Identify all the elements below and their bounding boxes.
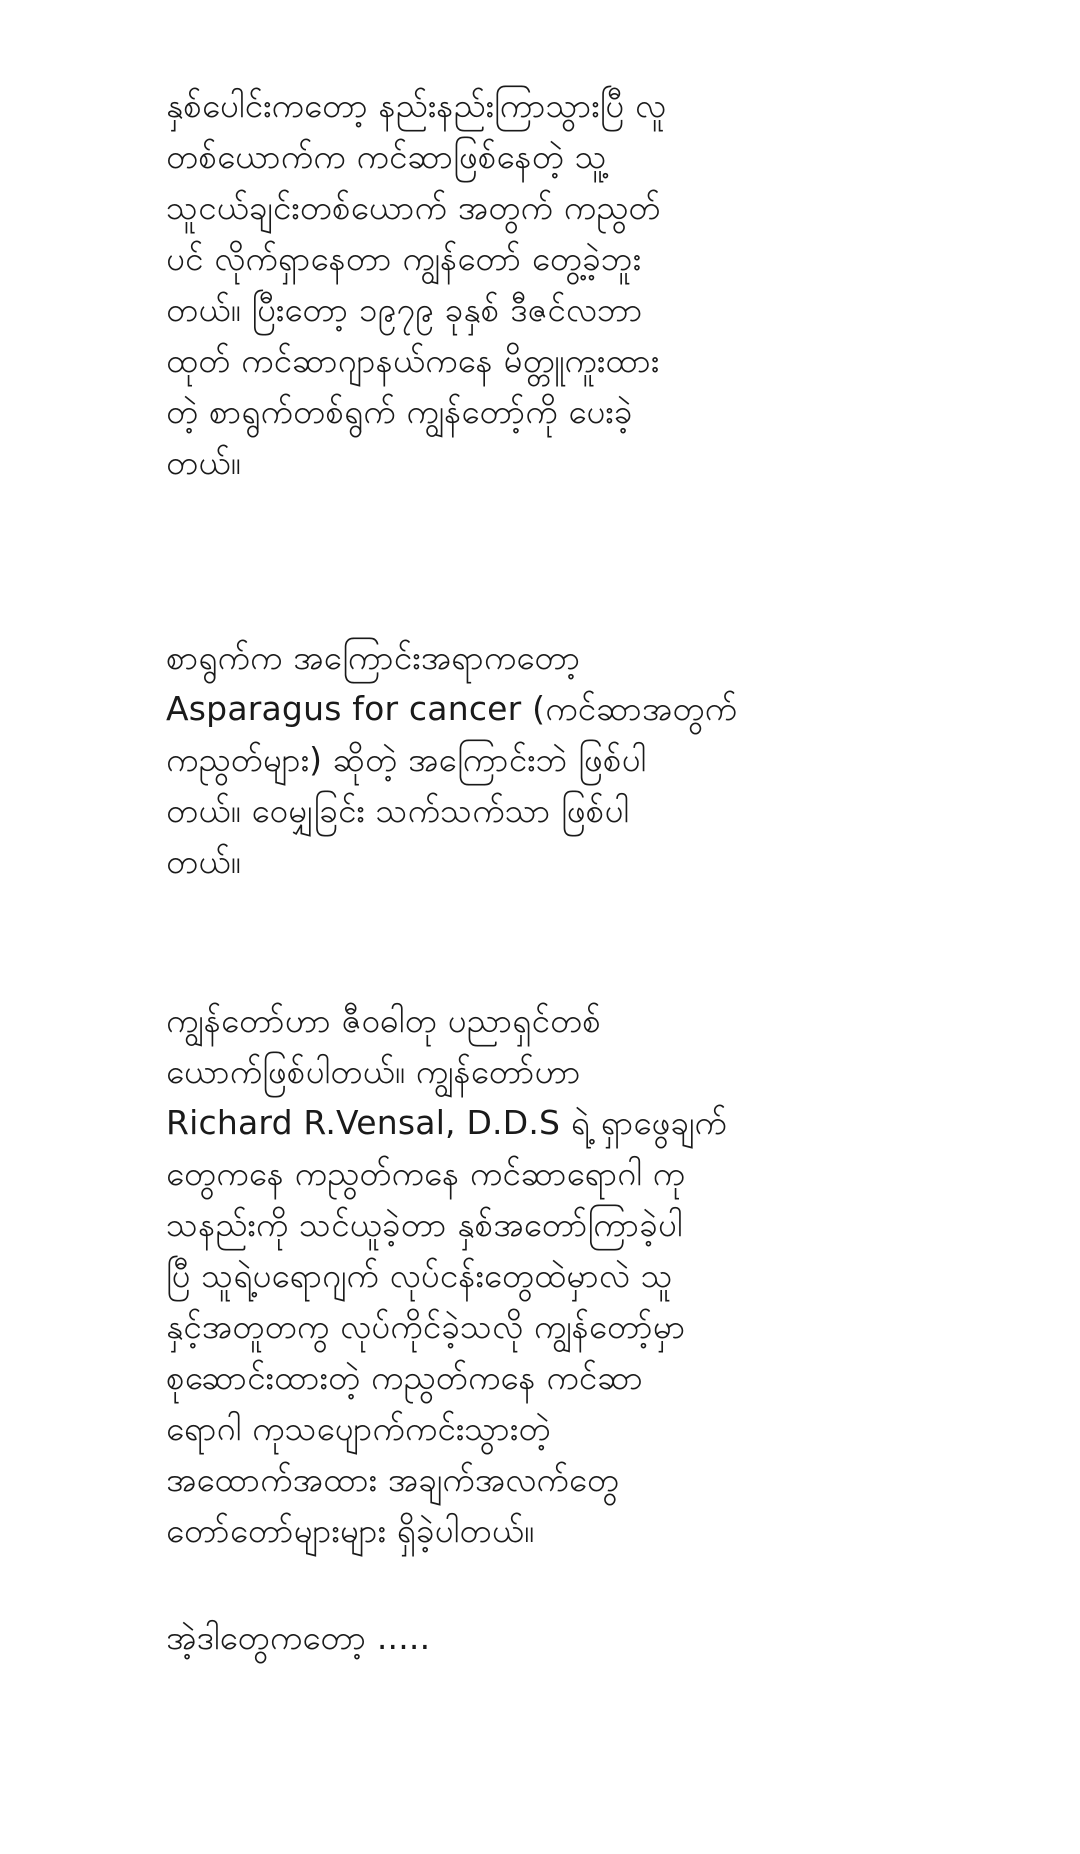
text-line: ထုတ် ကင်ဆာဂျာနယ်ကနေ မိတ္တူကူးထား <box>166 341 660 380</box>
text-line: တော်တော်များများ ရှိခဲ့ပါတယ်။ <box>166 1511 535 1550</box>
text-line: ယောက်ဖြစ်ပါတယ်။ ကျွန်တော်ဟာ <box>166 1052 581 1091</box>
text-line: တယ်။ ပြီးတော့ ၁၉၇၉ ခုနှစ် ဒီဇင်လဘာ <box>166 290 643 329</box>
text-line: စာရွက်က အကြောင်းအရာကတော့ <box>166 638 581 677</box>
text-line: ရောဂါ ကုသပျောက်ကင်းသွားတဲ့ <box>166 1409 551 1448</box>
text-line: တယ်။ <box>166 842 241 881</box>
text-line: တွေကနေ ကညွတ်ကနေ ကင်ဆာရောဂါ ကု <box>166 1154 686 1193</box>
text-line: စုဆောင်းထားတဲ့ ကညွတ်ကနေ ကင်ဆာ <box>166 1358 643 1397</box>
text-line: တယ်။ <box>166 443 241 482</box>
text-line: ကျွန်တော်ဟာ ဇီဝဓါတု ပညာရှင်တစ် <box>166 1001 602 1040</box>
text-line: တစ်ယောက်က ကင်ဆာဖြစ်နေတဲ့ သူ့ <box>166 137 607 176</box>
text-line: Richard R.Vensal, D.D.S ရဲ့ ရှာဖွေချက် <box>166 1103 727 1142</box>
text-line: ပင် လိုက်ရှာနေတာ ကျွန်တော် တွေ့ခဲ့ဘူး <box>166 239 642 278</box>
text-line: အဲ့ဒါတွေကတော့ ..... <box>166 1618 431 1657</box>
text-line: နှစ်ပေါင်းကတော့ နည်းနည်းကြာသွားပြီ လူ <box>166 86 667 125</box>
text-line: ကညွတ်များ) ဆိုတဲ့ အကြောင်းဘဲ ဖြစ်ပါ <box>166 740 647 779</box>
text-line: အထောက်အထား အချက်အလက်တွေ <box>166 1460 620 1499</box>
text-line: သနည်းကို သင်ယူခဲ့တာ နှစ်အတော်ကြာခဲ့ပါ <box>166 1205 683 1244</box>
text-line: တယ်။ ဝေမျှခြင်း သက်သက်သာ ဖြစ်ပါ <box>166 791 630 830</box>
text-line: တဲ့ စာရွက်တစ်ရွက် ကျွန်တော့်ကို ပေးခဲ့ <box>166 392 633 431</box>
text-line: နှင့်အတူတကွ လုပ်ကိုင်ခဲ့သလို ကျွန်တော့်မှာ <box>166 1307 686 1346</box>
text-line: Asparagus for cancer (ကင်ဆာအတွက် <box>166 689 738 728</box>
text-line: ပြီ သူရဲ့ပရောဂျက် လုပ်ငန်းတွေထဲမှာလဲ သူ <box>166 1256 673 1295</box>
text-line: သူငယ်ချင်းတစ်ယောက် အတွက် ကညွတ် <box>166 188 661 227</box>
